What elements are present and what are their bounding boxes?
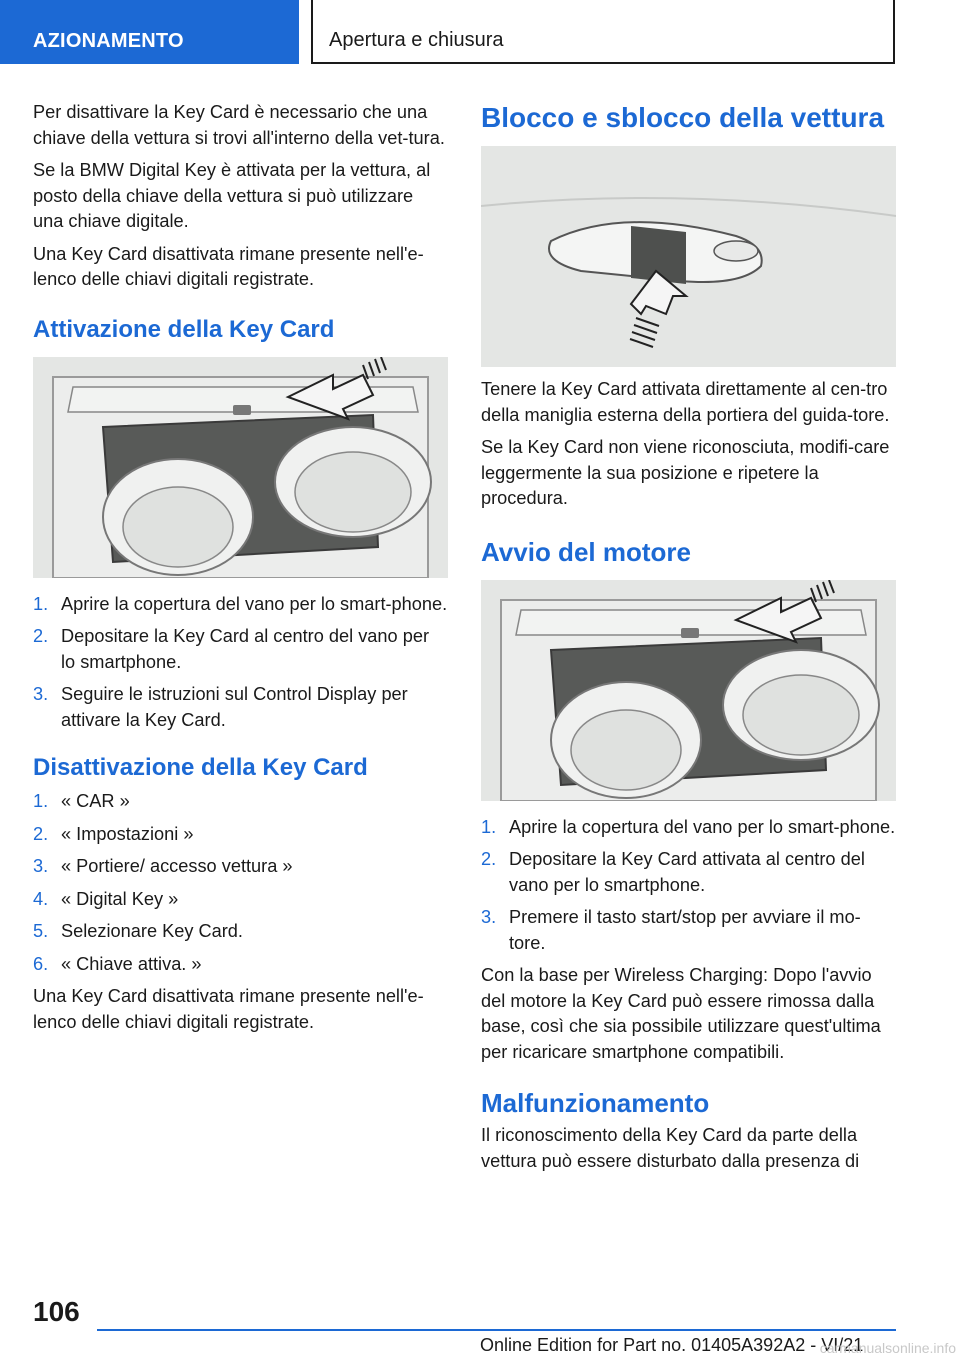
locking-heading: Blocco e sblocco della vettura bbox=[481, 102, 885, 133]
engine-note: Con la base per Wireless Charging: Dopo l'avvio del motore la Key Card può essere rimossa dalla base, così che sia possibile utilizzare quest'ultima per ricaricare smartphone compatibili. bbox=[481, 965, 881, 1062]
list-item: 6. « Chiave attiva. » bbox=[33, 953, 202, 974]
right-column bbox=[481, 100, 896, 1181]
list-item: 3. « Portiere/ accesso vettura » bbox=[33, 856, 293, 876]
cupholder-keycard-illustration bbox=[33, 357, 448, 578]
list-item: 1. « CAR » bbox=[33, 791, 130, 811]
list-item: 2. « Impostazioni » bbox=[33, 823, 194, 844]
page-number: 106 bbox=[33, 1296, 80, 1327]
list-item: 1. Aprire la copertura del vano per lo smart-phone. bbox=[481, 816, 896, 837]
chapter-tab: Apertura e chiusura bbox=[311, 0, 895, 64]
list-item: 5. Selezionare Key Card. bbox=[33, 921, 243, 941]
footer-divider bbox=[97, 1329, 896, 1331]
deactivation-note: Una Key Card disattivata rimane presente nell'e-lenco delle chiavi digitali registrate. bbox=[33, 986, 424, 1032]
activation-steps bbox=[33, 592, 448, 734]
cupholder-keycard-illustration bbox=[481, 580, 896, 801]
list-item: 3. Premere il tasto start/stop per avviare il mo-tore. bbox=[481, 907, 861, 953]
intro-paragraph: Se la BMW Digital Key è attivata per la vettura, al posto della chiave della vettura si può utilizzare una chiave digitale. bbox=[33, 160, 431, 231]
list-item: 2. Depositare la Key Card al centro del vano per lo smartphone. bbox=[33, 626, 429, 672]
deactivation-heading: Disattivazione della Key Card bbox=[33, 754, 368, 781]
activation-heading: Attivazione della Key Card bbox=[33, 315, 335, 343]
left-column bbox=[33, 100, 448, 1042]
watermark: carmanualsonline.info bbox=[819, 1340, 956, 1356]
list-item: 3. Seguire le istruzioni sul Control Display per attivare la Key Card. bbox=[33, 684, 408, 730]
intro-paragraph: Per disattivare la Key Card è necessario che una chiave della vettura si trovi all'interno della vet-tura. bbox=[33, 102, 445, 148]
section-tab: AZIONAMENTO bbox=[0, 0, 299, 64]
malfunction-heading: Malfunzionamento bbox=[481, 1088, 710, 1118]
deactivation-steps bbox=[33, 789, 448, 977]
locking-paragraph: Tenere la Key Card attivata direttamente al cen-tro della maniglia esterna della portiera del guida-tore. bbox=[481, 379, 890, 425]
list-item: 4. « Digital Key » bbox=[33, 888, 179, 909]
list-item: 1. Aprire la copertura del vano per lo smart-phone. bbox=[33, 593, 448, 614]
engine-heading: Avvio del motore bbox=[481, 536, 691, 567]
intro-paragraph: Una Key Card disattivata rimane presente nell'e-lenco delle chiavi digitali registrate. bbox=[33, 243, 424, 289]
door-handle-illustration bbox=[481, 146, 896, 367]
malfunction-paragraph: Il riconoscimento della Key Card da parte della vettura può essere disturbato dalla presenza di bbox=[481, 1125, 860, 1171]
engine-steps bbox=[481, 815, 896, 957]
edition-text: Online Edition for Part no. 01405A392A2 - VI/21 bbox=[480, 1335, 864, 1355]
list-item: 2. Depositare la Key Card attivata al centro del vano per lo smartphone. bbox=[481, 849, 865, 895]
locking-paragraph: Se la Key Card non viene riconosciuta, modifi-care leggermente la sua posizione e ripetere la procedura. bbox=[481, 437, 890, 508]
